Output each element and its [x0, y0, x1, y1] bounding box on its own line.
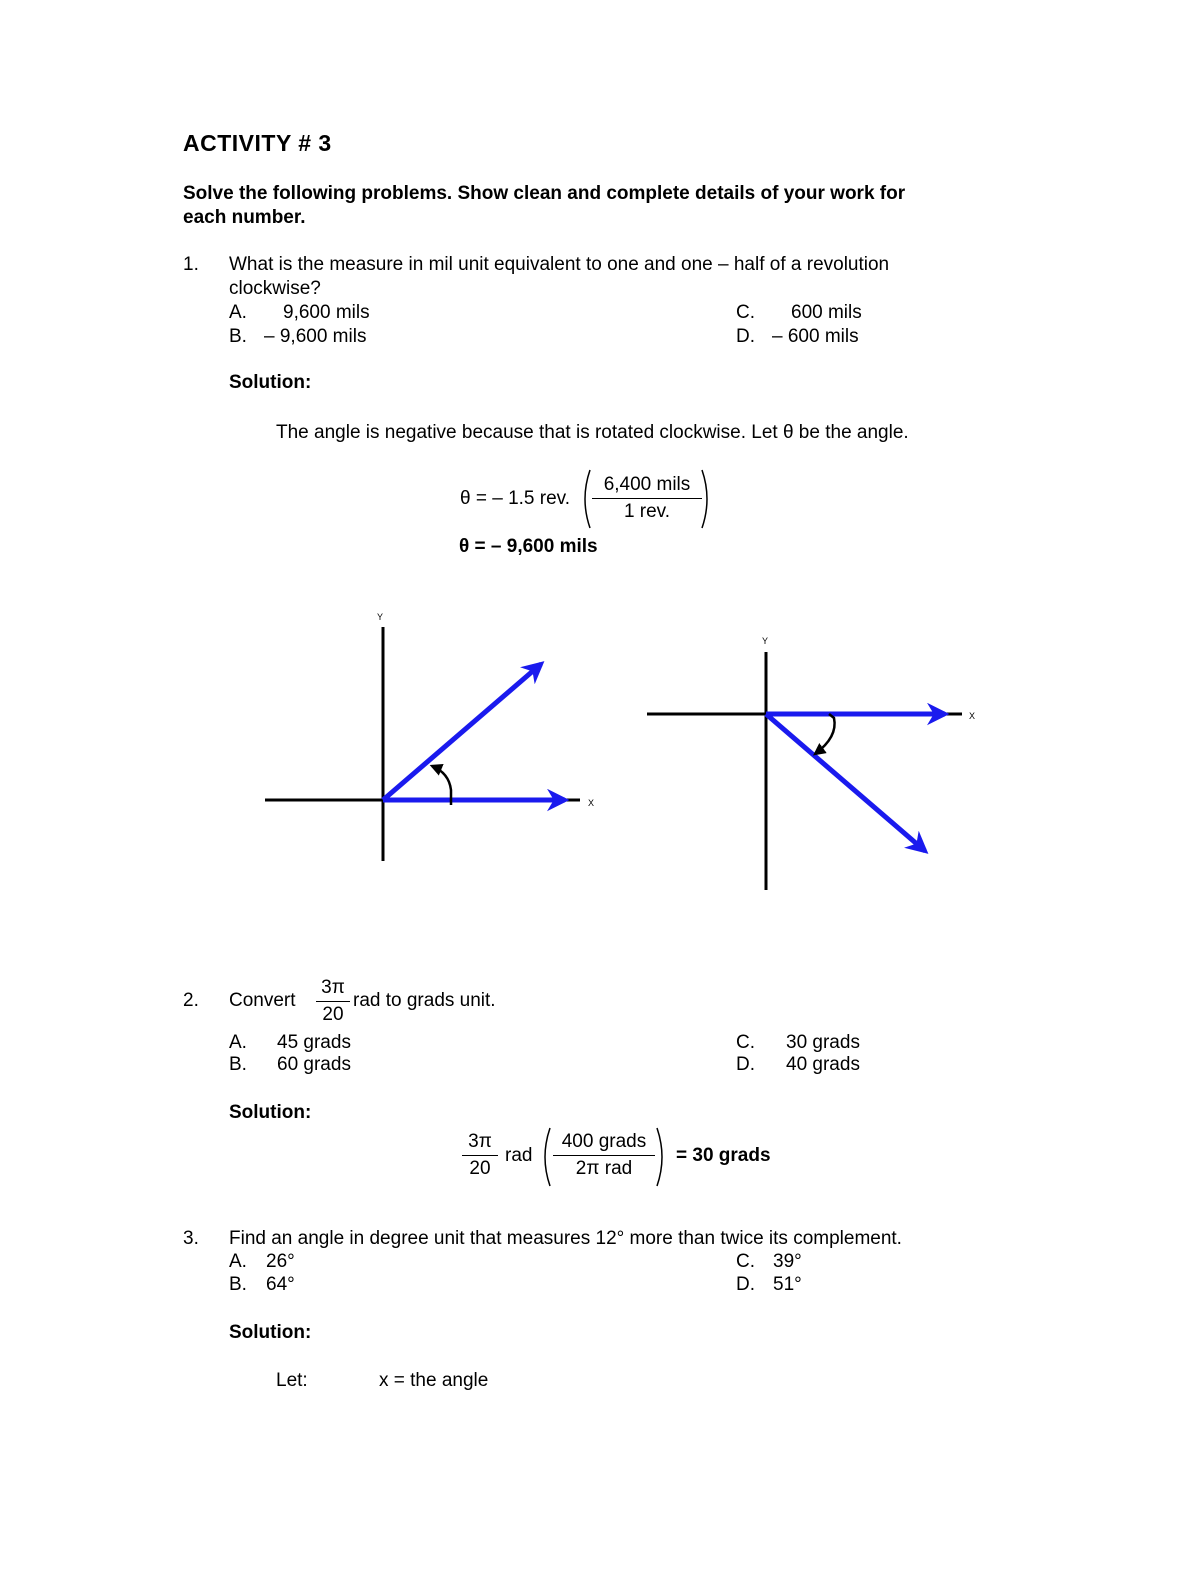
- problem-3-choice-b-text: 64°: [266, 1274, 295, 1295]
- problem-3-solution-label: Solution:: [229, 1322, 312, 1343]
- right-figure-x-label: X: [969, 711, 976, 721]
- problem-1-solution-label: Solution:: [229, 372, 312, 393]
- problem-2-conversion-denominator: 2π rad: [575, 1158, 633, 1179]
- problem-1-equation-lhs: θ = – 1.5 rev.: [460, 488, 571, 509]
- problem-1-fraction-numerator: 6,400 mils: [603, 474, 691, 495]
- problem-3-choice-d-letter: D.: [736, 1274, 755, 1295]
- problem-1-choice-b-letter: B.: [229, 326, 247, 347]
- problem-3-choice-b-letter: B.: [229, 1274, 247, 1295]
- problem-2-solution-bar: [462, 1155, 498, 1156]
- problem-1-choice-b-text: – 9,600 mils: [264, 326, 367, 347]
- problem-2-solution-rad: rad: [505, 1145, 533, 1166]
- problem-3-question: Find an angle in degree unit that measures 12° more than twice its complement.: [229, 1228, 902, 1249]
- problem-1-choice-a-text: 9,600 mils: [283, 302, 370, 323]
- problem-3-choice-c-text: 39°: [773, 1251, 802, 1272]
- problem-2-solution-numerator: 3π: [468, 1131, 492, 1152]
- problem-1-answer: θ = – 9,600 mils: [459, 536, 598, 557]
- problem-3-number: 3.: [183, 1228, 199, 1249]
- problem-3-choice-d-text: 51°: [773, 1274, 802, 1295]
- left-figure-y-label: Y: [377, 612, 384, 622]
- problem-2-choice-d-text: 40 grads: [786, 1054, 860, 1075]
- problem-2-choice-d-letter: D.: [736, 1054, 755, 1075]
- problem-2-left-paren: [538, 1126, 552, 1188]
- problem-3-choice-c-letter: C.: [736, 1251, 755, 1272]
- problem-2-conversion-bar: [553, 1155, 655, 1156]
- problem-2-number: 2.: [183, 990, 199, 1011]
- instructions-line-2: each number.: [183, 207, 306, 228]
- problem-2-right-paren: [655, 1126, 669, 1188]
- problem-2-solution-label: Solution:: [229, 1102, 312, 1123]
- problem-2-conversion-numerator: 400 grads: [561, 1131, 647, 1152]
- problem-1-choice-c-letter: C.: [736, 302, 755, 323]
- page-title: ACTIVITY # 3: [183, 130, 332, 156]
- problem-3-choice-a-text: 26°: [266, 1251, 295, 1272]
- problem-3-choice-a-letter: A.: [229, 1251, 247, 1272]
- left-figure-x-label: X: [588, 798, 595, 808]
- problem-1-choice-d-letter: D.: [736, 326, 755, 347]
- right-figure-angle-arrow: [815, 714, 835, 754]
- problem-2-choice-b-letter: B.: [229, 1054, 247, 1075]
- problem-3-let-definition: x = the angle: [379, 1370, 489, 1391]
- problem-1-choice-c-text: 600 mils: [791, 302, 862, 323]
- problem-1-fraction-denominator: 1 rev.: [623, 501, 671, 522]
- problem-2-choice-a-letter: A.: [229, 1032, 247, 1053]
- problem-2-convert-label: Convert: [229, 990, 296, 1011]
- right-figure-y-label: Y: [762, 636, 769, 646]
- left-figure-terminal-vector: [383, 664, 541, 800]
- problem-1-question-line-2: clockwise?: [229, 278, 321, 299]
- problem-2-fraction-numerator: 3π: [321, 977, 345, 998]
- problem-2-answer: = 30 grads: [676, 1145, 771, 1166]
- problem-2-choice-b-text: 60 grads: [277, 1054, 351, 1075]
- problem-2-conversion-fraction: [553, 1131, 655, 1180]
- problem-1-number: 1.: [183, 254, 199, 275]
- problem-1-explanation: The angle is negative because that is rotated clockwise. Let θ be the angle.: [276, 422, 909, 443]
- problem-1-choice-d-text: – 600 mils: [772, 326, 859, 347]
- problem-2-choice-a-text: 45 grads: [277, 1032, 351, 1053]
- problem-2-choice-c-letter: C.: [736, 1032, 755, 1053]
- problem-2-fraction-bar: [316, 1001, 350, 1002]
- problem-2-solution-denominator: 20: [469, 1158, 491, 1179]
- problem-1-choice-a-letter: A.: [229, 302, 247, 323]
- problem-2-convert-tail: rad to grads unit.: [353, 990, 496, 1011]
- right-figure-terminal-vector: [766, 714, 925, 851]
- problem-2-solution-fraction: [462, 1131, 498, 1180]
- problem-2-fraction: [316, 977, 350, 1026]
- problem-1-question-line-1: What is the measure in mil unit equivalent to one and one – half of a revolution: [229, 254, 890, 275]
- problem-2-choice-c-text: 30 grads: [786, 1032, 860, 1053]
- problem-3-let-label: Let:: [276, 1370, 308, 1391]
- instructions-line-1: Solve the following problems. Show clean and complete details of your work for: [183, 183, 906, 204]
- problem-2-fraction-denominator: 20: [322, 1004, 344, 1025]
